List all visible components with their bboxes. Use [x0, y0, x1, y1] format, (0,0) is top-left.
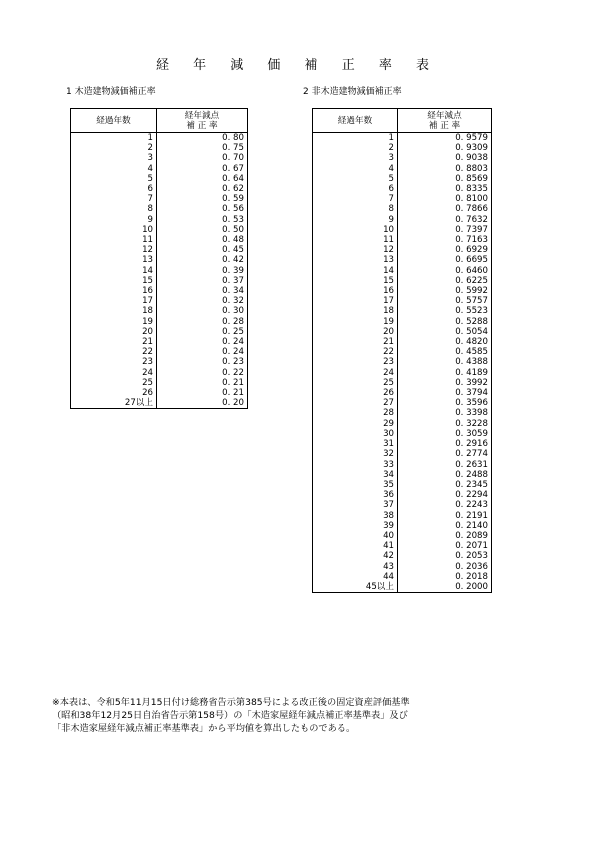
correction-rate-cell: 0. 45 [157, 245, 248, 255]
correction-rate-cell: 0. 4820 [398, 337, 492, 347]
correction-rate-cell: 0. 39 [157, 266, 248, 276]
correction-rate-cell: 0. 67 [157, 164, 248, 174]
elapsed-years-cell: 5 [313, 174, 398, 184]
correction-rate-cell: 0. 2036 [398, 562, 492, 572]
correction-rate-cell: 0. 9579 [398, 133, 492, 144]
elapsed-years-cell: 21 [313, 337, 398, 347]
elapsed-years-cell: 23 [313, 357, 398, 367]
elapsed-years-cell: 40 [313, 531, 398, 541]
footnote-line: ※本表は、令和5年11月15日付け総務省告示第385号による改正後の固定資産評価基準 [52, 697, 410, 708]
elapsed-years-cell: 12 [71, 245, 157, 255]
elapsed-years-cell: 43 [313, 562, 398, 572]
elapsed-years-cell: 33 [313, 460, 398, 470]
elapsed-years-cell: 11 [313, 235, 398, 245]
table2-body [313, 133, 492, 593]
correction-rate-cell: 0. 2089 [398, 531, 492, 541]
table-row [313, 245, 492, 255]
col-header-rate-line2: 補 正 率 [428, 120, 461, 131]
col-header-rate [398, 109, 492, 133]
correction-rate-cell: 0. 9309 [398, 143, 492, 153]
table-row [313, 357, 492, 367]
table-row [313, 317, 492, 327]
table-row [313, 286, 492, 296]
elapsed-years-cell: 1 [313, 133, 398, 144]
table-row [313, 164, 492, 174]
elapsed-years-cell: 25 [71, 378, 157, 388]
correction-rate-cell: 0. 2140 [398, 521, 492, 531]
elapsed-years-cell: 39 [313, 521, 398, 531]
table-row [71, 347, 248, 357]
table-row [71, 306, 248, 316]
elapsed-years-cell: 1 [71, 133, 157, 144]
table-row [313, 419, 492, 429]
elapsed-years-cell: 8 [71, 204, 157, 214]
correction-rate-cell: 0. 2018 [398, 572, 492, 582]
elapsed-years-cell: 18 [313, 306, 398, 316]
table-row [71, 204, 248, 214]
correction-rate-cell: 0. 48 [157, 235, 248, 245]
elapsed-years-cell: 23 [71, 357, 157, 367]
elapsed-years-cell: 15 [71, 276, 157, 286]
correction-rate-cell: 0. 2191 [398, 511, 492, 521]
table-row [313, 347, 492, 357]
elapsed-years-cell: 27 [313, 398, 398, 408]
elapsed-years-cell: 41 [313, 541, 398, 551]
table-row [71, 215, 248, 225]
table-row [313, 398, 492, 408]
elapsed-years-cell: 36 [313, 490, 398, 500]
table2-heading: 2 非木造建物減価補正率 [303, 87, 402, 97]
elapsed-years-cell: 6 [313, 184, 398, 194]
table-row [313, 327, 492, 337]
table-row [313, 306, 492, 316]
correction-rate-cell: 0. 75 [157, 143, 248, 153]
elapsed-years-cell: 2 [71, 143, 157, 153]
correction-rate-cell: 0. 4585 [398, 347, 492, 357]
table-row [71, 153, 248, 163]
col-header-year: 経過年数 [313, 109, 398, 133]
elapsed-years-cell: 16 [71, 286, 157, 296]
elapsed-years-cell: 20 [313, 327, 398, 337]
table-row [313, 378, 492, 388]
elapsed-years-cell: 26 [313, 388, 398, 398]
elapsed-years-cell: 27以上 [71, 398, 157, 409]
correction-rate-cell: 0. 3228 [398, 419, 492, 429]
correction-rate-cell: 0. 2243 [398, 500, 492, 510]
table-row [71, 245, 248, 255]
elapsed-years-cell: 17 [313, 296, 398, 306]
elapsed-years-cell: 10 [313, 225, 398, 235]
table-row [313, 429, 492, 439]
correction-rate-cell: 0. 42 [157, 255, 248, 265]
correction-rate-cell: 0. 4388 [398, 357, 492, 367]
table-row [71, 368, 248, 378]
correction-rate-cell: 0. 8335 [398, 184, 492, 194]
table-row [313, 408, 492, 418]
correction-rate-cell: 0. 2488 [398, 470, 492, 480]
table1-body [71, 133, 248, 409]
correction-rate-cell: 0. 2000 [398, 582, 492, 593]
table-row [313, 266, 492, 276]
table-row [313, 204, 492, 214]
correction-rate-cell: 0. 21 [157, 388, 248, 398]
table-row [313, 368, 492, 378]
table-row [313, 235, 492, 245]
table-row [313, 215, 492, 225]
elapsed-years-cell: 14 [313, 266, 398, 276]
table-row [71, 378, 248, 388]
col-header-rate-line1: 経年減点 [184, 110, 220, 121]
correction-rate-cell: 0. 5054 [398, 327, 492, 337]
elapsed-years-cell: 20 [71, 327, 157, 337]
table-row [313, 460, 492, 470]
elapsed-years-cell: 38 [313, 511, 398, 521]
elapsed-years-cell: 15 [313, 276, 398, 286]
table-row [313, 255, 492, 265]
table-row [313, 174, 492, 184]
table-row [313, 480, 492, 490]
table-row [313, 531, 492, 541]
table-row [71, 133, 248, 144]
correction-rate-cell: 0. 6225 [398, 276, 492, 286]
elapsed-years-cell: 4 [313, 164, 398, 174]
page-title: 経 年 減 価 補 正 率 表 [156, 58, 439, 73]
table-row [313, 276, 492, 286]
elapsed-years-cell: 45以上 [313, 582, 398, 593]
correction-rate-cell: 0. 3059 [398, 429, 492, 439]
elapsed-years-cell: 24 [313, 368, 398, 378]
correction-rate-cell: 0. 7866 [398, 204, 492, 214]
elapsed-years-cell: 42 [313, 551, 398, 561]
table-row [71, 388, 248, 398]
correction-rate-cell: 0. 34 [157, 286, 248, 296]
elapsed-years-cell: 9 [313, 215, 398, 225]
correction-rate-cell: 0. 24 [157, 347, 248, 357]
table-row [71, 194, 248, 204]
correction-rate-cell: 0. 2294 [398, 490, 492, 500]
footnote [52, 696, 562, 735]
elapsed-years-cell: 14 [71, 266, 157, 276]
correction-rate-cell: 0. 5757 [398, 296, 492, 306]
elapsed-years-cell: 21 [71, 337, 157, 347]
correction-rate-cell: 0. 59 [157, 194, 248, 204]
table-row [313, 439, 492, 449]
table-row [313, 449, 492, 459]
elapsed-years-cell: 22 [313, 347, 398, 357]
correction-rate-cell: 0. 30 [157, 306, 248, 316]
table-row [71, 174, 248, 184]
correction-rate-cell: 0. 20 [157, 398, 248, 409]
elapsed-years-cell: 13 [313, 255, 398, 265]
table-row [313, 500, 492, 510]
correction-rate-cell: 0. 23 [157, 357, 248, 367]
correction-rate-cell: 0. 25 [157, 327, 248, 337]
table-row [313, 388, 492, 398]
elapsed-years-cell: 7 [313, 194, 398, 204]
table-row [313, 551, 492, 561]
correction-rate-cell: 0. 5992 [398, 286, 492, 296]
table-row [313, 582, 492, 593]
correction-rate-cell: 0. 22 [157, 368, 248, 378]
table-row [71, 317, 248, 327]
correction-rate-cell: 0. 8803 [398, 164, 492, 174]
table-row [71, 398, 248, 409]
elapsed-years-cell: 34 [313, 470, 398, 480]
col-header-year: 経過年数 [71, 109, 157, 133]
table-row [313, 225, 492, 235]
correction-rate-cell: 0. 50 [157, 225, 248, 235]
table-row [313, 143, 492, 153]
correction-rate-cell: 0. 56 [157, 204, 248, 214]
elapsed-years-cell: 11 [71, 235, 157, 245]
correction-rate-cell: 0. 64 [157, 174, 248, 184]
table-row [71, 337, 248, 347]
table-row [313, 521, 492, 531]
elapsed-years-cell: 32 [313, 449, 398, 459]
correction-rate-cell: 0. 6929 [398, 245, 492, 255]
correction-rate-cell: 0. 32 [157, 296, 248, 306]
col-header-rate-line1: 経年減点 [427, 110, 462, 121]
correction-rate-cell: 0. 80 [157, 133, 248, 144]
elapsed-years-cell: 9 [71, 215, 157, 225]
table-row [71, 235, 248, 245]
elapsed-years-cell: 3 [71, 153, 157, 163]
table-row [71, 296, 248, 306]
table-row [313, 153, 492, 163]
table-row [71, 266, 248, 276]
correction-rate-cell: 0. 7632 [398, 215, 492, 225]
correction-rate-cell: 0. 7163 [398, 235, 492, 245]
table-row [313, 337, 492, 347]
table-row [313, 541, 492, 551]
elapsed-years-cell: 24 [71, 368, 157, 378]
table-row [313, 470, 492, 480]
correction-rate-cell: 0. 3794 [398, 388, 492, 398]
table-row [313, 184, 492, 194]
table-row [71, 255, 248, 265]
elapsed-years-cell: 19 [71, 317, 157, 327]
elapsed-years-cell: 10 [71, 225, 157, 235]
footnote-line: 「非木造家屋経年減点補正率基準表」から平均値を算出したものである。 [52, 723, 356, 734]
elapsed-years-cell: 22 [71, 347, 157, 357]
table-row [313, 133, 492, 144]
elapsed-years-cell: 18 [71, 306, 157, 316]
elapsed-years-cell: 16 [313, 286, 398, 296]
correction-rate-cell: 0. 24 [157, 337, 248, 347]
elapsed-years-cell: 6 [71, 184, 157, 194]
elapsed-years-cell: 28 [313, 408, 398, 418]
correction-rate-cell: 0. 3596 [398, 398, 492, 408]
correction-rate-cell: 0. 70 [157, 153, 248, 163]
elapsed-years-cell: 31 [313, 439, 398, 449]
correction-rate-cell: 0. 3398 [398, 408, 492, 418]
elapsed-years-cell: 7 [71, 194, 157, 204]
elapsed-years-cell: 13 [71, 255, 157, 265]
elapsed-years-cell: 17 [71, 296, 157, 306]
table-row [313, 511, 492, 521]
elapsed-years-cell: 8 [313, 204, 398, 214]
elapsed-years-cell: 26 [71, 388, 157, 398]
correction-rate-cell: 0. 3992 [398, 378, 492, 388]
table1-heading: 1 木造建物減価補正率 [66, 87, 156, 97]
correction-rate-cell: 0. 6695 [398, 255, 492, 265]
correction-rate-cell: 0. 21 [157, 378, 248, 388]
correction-rate-cell: 0. 9038 [398, 153, 492, 163]
correction-rate-cell: 0. 2053 [398, 551, 492, 561]
elapsed-years-cell: 4 [71, 164, 157, 174]
elapsed-years-cell: 37 [313, 500, 398, 510]
correction-rate-cell: 0. 53 [157, 215, 248, 225]
table-row [313, 572, 492, 582]
elapsed-years-cell: 29 [313, 419, 398, 429]
table-row [71, 143, 248, 153]
table-row [313, 296, 492, 306]
elapsed-years-cell: 19 [313, 317, 398, 327]
correction-rate-cell: 0. 2631 [398, 460, 492, 470]
elapsed-years-cell: 25 [313, 378, 398, 388]
correction-rate-cell: 0. 2774 [398, 449, 492, 459]
elapsed-years-cell: 2 [313, 143, 398, 153]
table-row [313, 194, 492, 204]
table-row [71, 286, 248, 296]
elapsed-years-cell: 35 [313, 480, 398, 490]
footnote-line: （昭和38年12月25日自治省告示第158号）の「木造家屋経年減点補正率基準表」及び [52, 710, 408, 721]
elapsed-years-cell: 12 [313, 245, 398, 255]
table-row [71, 357, 248, 367]
table-row [71, 327, 248, 337]
correction-rate-cell: 0. 6460 [398, 266, 492, 276]
correction-rate-cell: 0. 2916 [398, 439, 492, 449]
elapsed-years-cell: 3 [313, 153, 398, 163]
elapsed-years-cell: 5 [71, 174, 157, 184]
correction-rate-cell: 0. 8569 [398, 174, 492, 184]
correction-rate-cell: 0. 2345 [398, 480, 492, 490]
table-row [71, 276, 248, 286]
correction-rate-cell: 0. 5523 [398, 306, 492, 316]
table-row [313, 490, 492, 500]
col-header-rate [157, 109, 248, 133]
correction-rate-cell: 0. 5288 [398, 317, 492, 327]
elapsed-years-cell: 44 [313, 572, 398, 582]
correction-rate-cell: 0. 37 [157, 276, 248, 286]
table-row [313, 562, 492, 572]
table-row [71, 225, 248, 235]
table-row [71, 184, 248, 194]
table-row [71, 164, 248, 174]
correction-rate-cell: 0. 2071 [398, 541, 492, 551]
col-header-rate-line2: 補 正 率 [186, 120, 218, 131]
correction-rate-cell: 0. 4189 [398, 368, 492, 378]
non-wooden-building-rate-table [312, 108, 492, 593]
correction-rate-cell: 0. 7397 [398, 225, 492, 235]
correction-rate-cell: 0. 62 [157, 184, 248, 194]
elapsed-years-cell: 30 [313, 429, 398, 439]
correction-rate-cell: 0. 8100 [398, 194, 492, 204]
wooden-building-rate-table [70, 108, 248, 409]
correction-rate-cell: 0. 28 [157, 317, 248, 327]
